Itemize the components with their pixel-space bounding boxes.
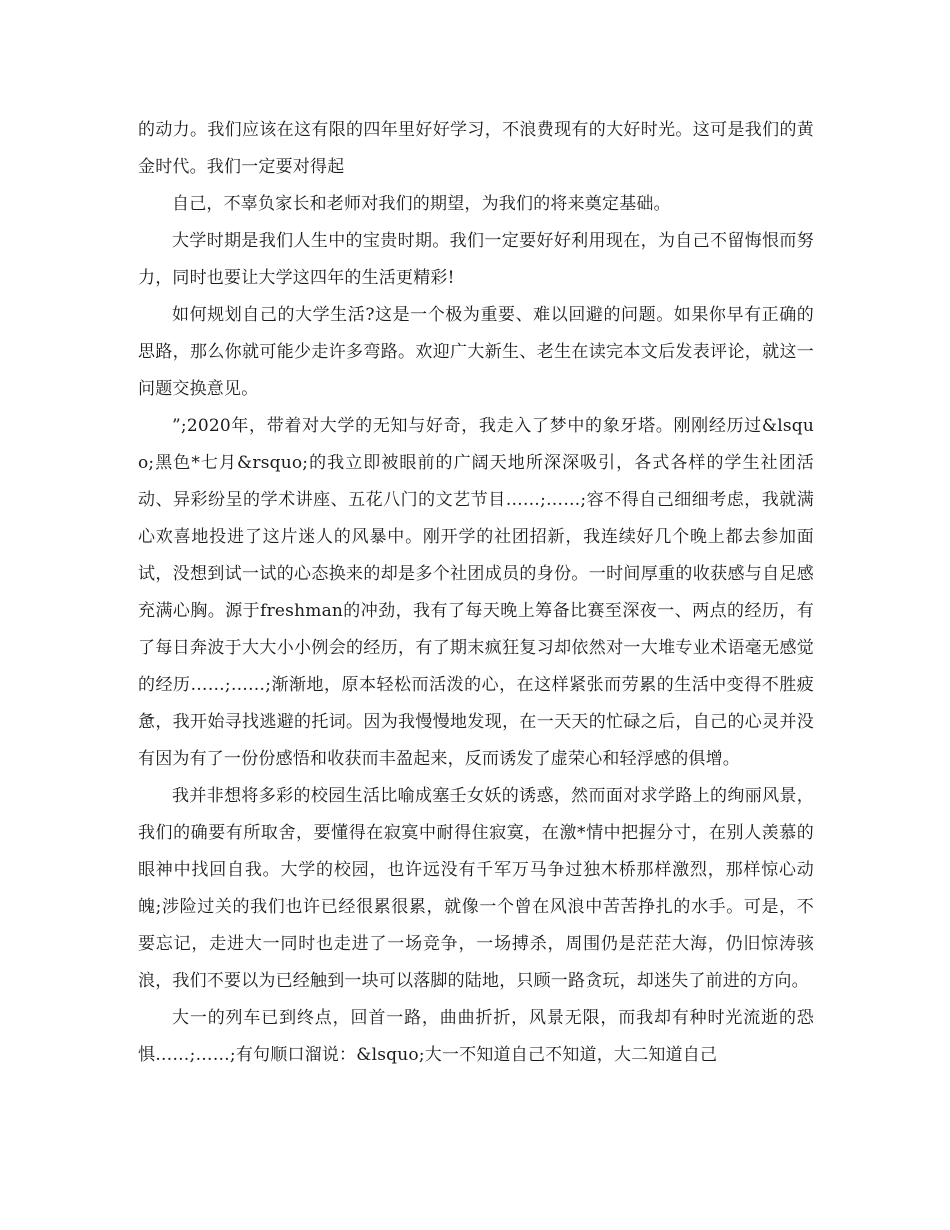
paragraph-6: 我并非想将多彩的校园生活比喻成塞壬女妖的诱惑，然而面对求学路上的绚丽风景，我们的确要有所取舍，要懂得在寂寞中耐得住寂寞，在激*情中把握分寸，在别人羡慕的眼神中找回自我。大学的校园，也许远没有千军万马争过独木桥那样激烈，那样惊心动魄;涉险过关的我们也许已经很累很累，就像一个曾在风浪中苦苦挣扎的水手。可是，不要忘记，走进大一同时也走进了一场竞争，一场搏杀，周围仍是茫茫大海，仍旧惊涛骇浪，我们不要以为已经触到一块可以落脚的陆地，只顾一路贪玩，却迷失了前进的方向。 [138,786,814,991]
paragraph-3: 大学时期是我们人生中的宝贵时期。我们一定要好好利用现在，为自己不留悔恨而努力，同时也要让大学这四年的生活更精彩! [138,231,814,288]
paragraph-2: 自己，不辜负家长和老师对我们的期望，为我们的将来奠定基础。 [172,194,671,214]
paragraph-7: 大一的列车已到终点，回首一路，曲曲折折，风景无限，而我却有种时光流逝的恐惧……;……;有句顺口溜说：&lsquo;大一不知道自己不知道，大二知道自己 [138,1008,814,1065]
paragraph-1: 的动力。我们应该在这有限的四年里好好学习，不浪费现有的大好时光。这可是我们的黄金时代。我们一定要对得起 [138,120,814,177]
document-body [138,112,814,1074]
paragraph-5: ”;2020年，带着对大学的无知与好奇，我走入了梦中的象牙塔。刚刚经历过&lsquo;黑色*七月&rsquo;的我立即被眼前的广阔天地所深深吸引，各式各样的学生社团活动、异彩纷呈的学术讲座、五花八门的文艺节目……;……;容不得自己细细考虑，我就满心欢喜地投进了这片迷人的风暴中。刚开学的社团招新，我连续好几个晚上都去参加面试，没想到试一试的心态换来的却是多个社团成员的身份。一时间厚重的收获感与自足感充满心胸。源于freshman的冲劲，我有了每天晚上筹备比赛至深夜一、两点的经历，有了每日奔波于大大小小例会的经历，有了期末疯狂复习却依然对一大堆专业术语毫无感觉的经历……;……;渐渐地，原本轻松而活泼的心，在这样紧张而劳累的生活中变得不胜疲惫，我开始寻找逃避的托词。因为我慢慢地发现，在一天天的忙碌之后，自己的心灵并没有因为有了一份份感悟和收获而丰盈起来，反而诱发了虚荣心和轻浮感的俱增。 [138,416,814,769]
paragraph-4: 如何规划自己的大学生活?这是一个极为重要、难以回避的问题。如果你早有正确的思路，那么你就可能少走许多弯路。欢迎广大新生、老生在读完本文后发表评论，就这一问题交换意见。 [138,305,814,399]
